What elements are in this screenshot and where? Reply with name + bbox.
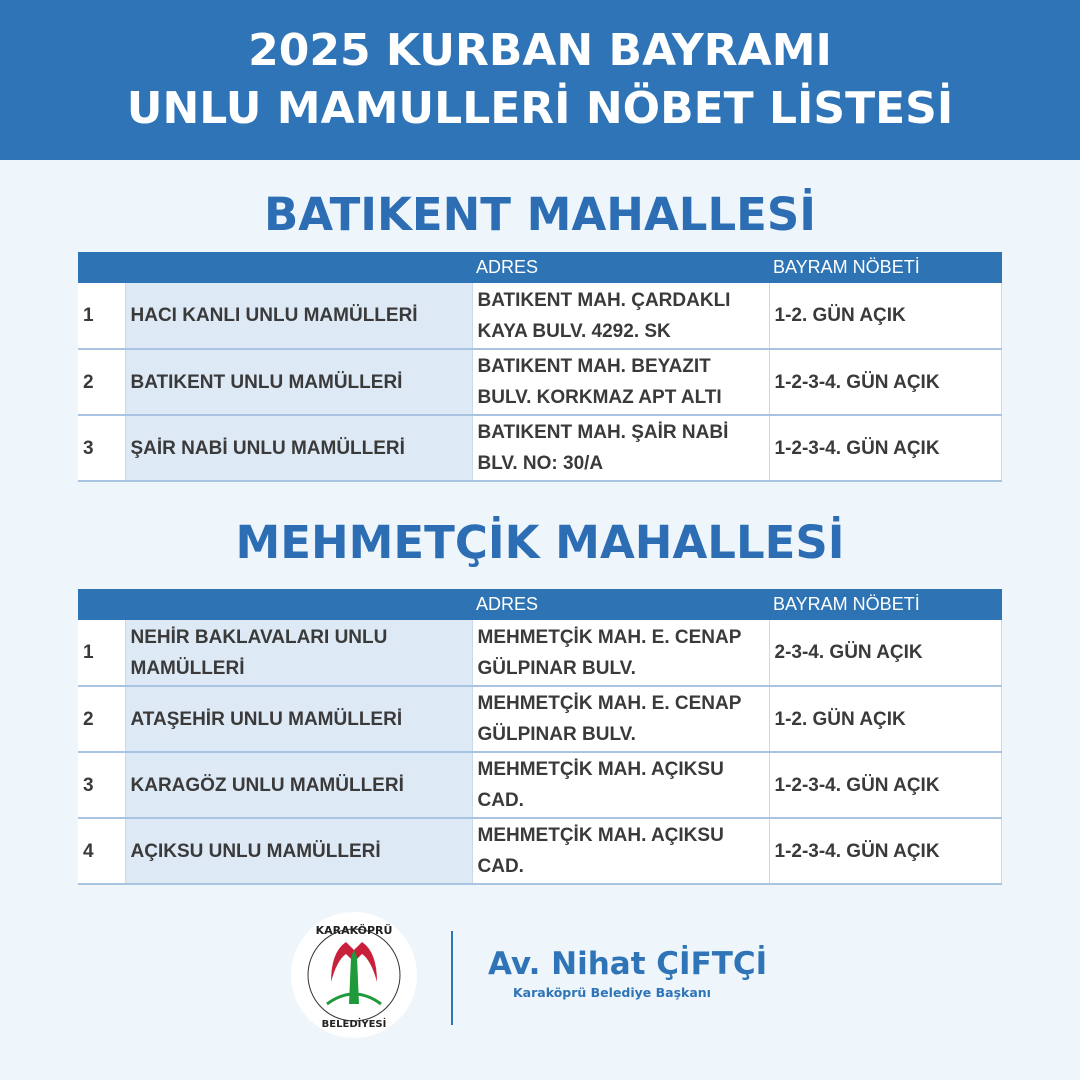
bakery-address: BATIKENT MAH. ŞAİR NABİ BLV. NO: 30/A bbox=[472, 415, 769, 481]
svg-text:BELEDİYESİ: BELEDİYESİ bbox=[321, 1019, 387, 1030]
duty-days: 1-2-3-4. GÜN AÇIK bbox=[769, 752, 1002, 818]
bakery-address: MEHMETÇİK MAH. AÇIKSU CAD. bbox=[472, 752, 769, 818]
section-title: BATIKENT MAHALLESİ bbox=[263, 188, 817, 241]
bakery-name: AÇIKSU UNLU MAMÜLLERİ bbox=[125, 818, 472, 884]
section-title: MEHMETÇİK MAHALLESİ bbox=[235, 516, 845, 569]
duty-days: 2-3-4. GÜN AÇIK bbox=[769, 620, 1002, 686]
bakery-name: ATAŞEHİR UNLU MAMÜLLERİ bbox=[125, 686, 472, 752]
duty-days: 1-2. GÜN AÇIK bbox=[769, 686, 1002, 752]
bakery-name: KARAGÖZ UNLU MAMÜLLERİ bbox=[125, 752, 472, 818]
svg-text:KARAKÖPRÜ: KARAKÖPRÜ bbox=[315, 924, 393, 937]
row-number: 4 bbox=[78, 818, 125, 884]
column-header-address: ADRES bbox=[472, 252, 769, 283]
bakery-address: BATIKENT MAH. ÇARDAKLI KAYA BULV. 4292. SK bbox=[472, 283, 769, 349]
duty-days: 1-2. GÜN AÇIK bbox=[769, 283, 1002, 349]
row-number: 1 bbox=[78, 283, 125, 349]
bakery-name: BATIKENT UNLU MAMÜLLERİ bbox=[125, 349, 472, 415]
table-row bbox=[78, 415, 1002, 481]
duty-days: 1-2-3-4. GÜN AÇIK bbox=[769, 415, 1002, 481]
table-row bbox=[78, 752, 1002, 818]
column-header-duty: BAYRAM NÖBETİ bbox=[769, 252, 1002, 283]
row-number: 3 bbox=[78, 415, 125, 481]
duty-table bbox=[78, 252, 1002, 482]
municipality-logo bbox=[291, 912, 417, 1038]
header-banner bbox=[0, 0, 1080, 160]
bakery-name: HACI KANLI UNLU MAMÜLLERİ bbox=[125, 283, 472, 349]
mayor-name: Av. Nihat ÇİFTÇİ bbox=[488, 946, 768, 982]
table-row bbox=[78, 818, 1002, 884]
row-number: 2 bbox=[78, 349, 125, 415]
footer-divider bbox=[451, 931, 453, 1025]
duty-table bbox=[78, 589, 1002, 885]
table-row bbox=[78, 620, 1002, 686]
row-number: 2 bbox=[78, 686, 125, 752]
title-line-1: 2025 KURBAN BAYRAMI bbox=[248, 25, 832, 76]
column-header-address: ADRES bbox=[472, 589, 769, 620]
bakery-address: MEHMETÇİK MAH. E. CENAP GÜLPINAR BULV. bbox=[472, 686, 769, 752]
title-line-2: UNLU MAMULLERİ NÖBET LİSTESİ bbox=[126, 83, 954, 134]
row-number: 3 bbox=[78, 752, 125, 818]
mayor-title: Karaköprü Belediye Başkanı bbox=[513, 985, 711, 1000]
table-header bbox=[78, 589, 1002, 620]
bakery-address: MEHMETÇİK MAH. AÇIKSU CAD. bbox=[472, 818, 769, 884]
duty-days: 1-2-3-4. GÜN AÇIK bbox=[769, 818, 1002, 884]
bakery-name: ŞAİR NABİ UNLU MAMÜLLERİ bbox=[125, 415, 472, 481]
column-header-duty: BAYRAM NÖBETİ bbox=[769, 589, 1002, 620]
bakery-address: BATIKENT MAH. BEYAZIT BULV. KORKMAZ APT ALTI bbox=[472, 349, 769, 415]
bakery-address: MEHMETÇİK MAH. E. CENAP GÜLPINAR BULV. bbox=[472, 620, 769, 686]
table-row bbox=[78, 349, 1002, 415]
row-number: 1 bbox=[78, 620, 125, 686]
table-row bbox=[78, 686, 1002, 752]
table-row bbox=[78, 283, 1002, 349]
bakery-name: NEHİR BAKLAVALARI UNLU MAMÜLLERİ bbox=[125, 620, 472, 686]
table-header bbox=[78, 252, 1002, 283]
duty-days: 1-2-3-4. GÜN AÇIK bbox=[769, 349, 1002, 415]
